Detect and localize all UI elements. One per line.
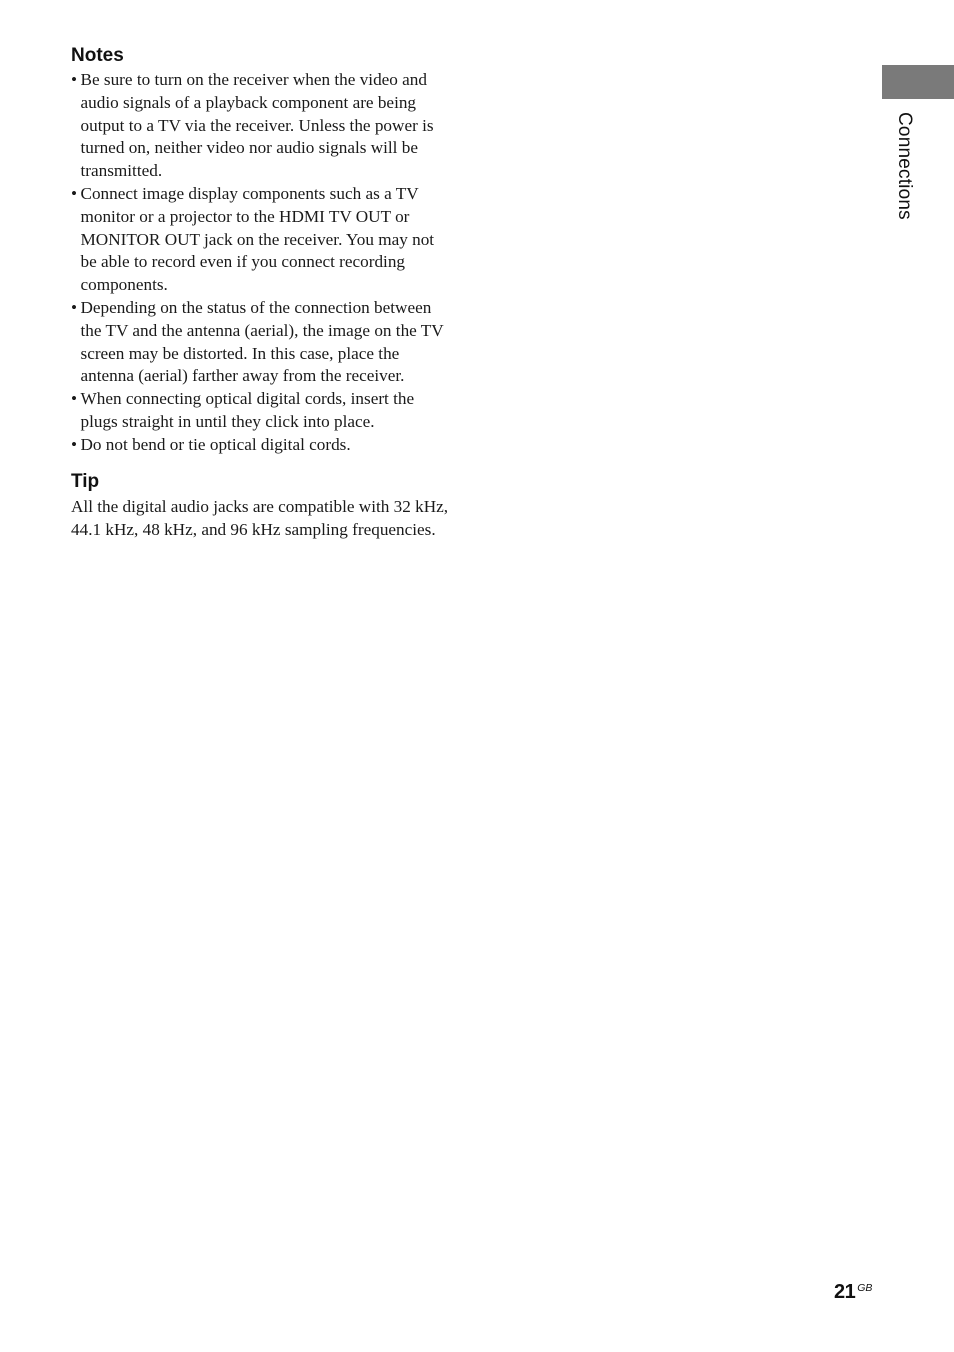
note-item	[71, 69, 449, 183]
section-tab-label: Connections	[894, 112, 915, 220]
note-text: Be sure to turn on the receiver when the video and audio signals of a playback component are being output to a TV via the receiver. Unless the power is turned on, neither video nor audio signals will be transmitted.	[80, 70, 434, 181]
note-item	[71, 434, 449, 457]
page-number-value: 21	[834, 1281, 856, 1303]
note-item	[71, 388, 449, 434]
page-region-code: GB	[857, 1282, 873, 1294]
note-text: When connecting optical digital cords, insert the plugs straight in until they click into place.	[80, 389, 415, 431]
notes-list	[71, 69, 449, 457]
notes-heading: Notes	[71, 45, 124, 66]
bullet-icon: •	[71, 183, 78, 203]
note-item	[71, 297, 449, 388]
note-text: Depending on the status of the connection between the TV and the antenna (aerial), the image on the TV screen may be distorted. In this case, place the antenna (aerial) farther away from the receiver.	[80, 297, 444, 386]
note-item	[71, 183, 449, 297]
section-tab-marker	[882, 65, 954, 99]
bullet-icon: •	[71, 389, 78, 409]
bullet-icon: •	[71, 434, 78, 454]
tip-heading: Tip	[71, 470, 100, 492]
bullet-icon: •	[71, 70, 78, 89]
page-number	[834, 1281, 872, 1304]
main-column	[71, 44, 449, 541]
note-text: Do not bend or tie optical digital cords.	[80, 434, 351, 454]
bullet-icon: •	[71, 297, 78, 317]
note-text: Connect image display components such as a TV monitor or a projector to the HDMI TV OUT or MONITOR OUT jack on the receiver. You may not be able to record even if you connect recording components.	[80, 183, 435, 295]
tip-body: All the digital audio jacks are compatible with 32 kHz, 44.1 kHz, 48 kHz, and 96 kHz sampling frequencies.	[71, 496, 449, 539]
